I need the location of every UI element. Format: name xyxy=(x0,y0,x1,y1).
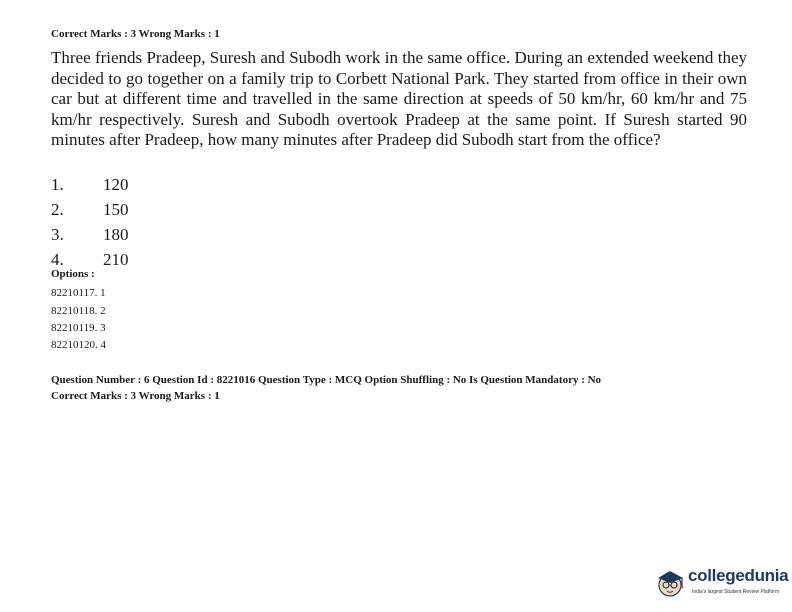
student-mascot-icon xyxy=(654,564,690,600)
question-meta: Question Number : 6 Question Id : 8221016 Question Type : MCQ Option Shuffling : No Is Question Mandatory : No xyxy=(51,374,602,386)
logo-name: collegedunia xyxy=(688,566,789,585)
choice-number: 4. xyxy=(51,250,64,269)
answer-choice xyxy=(51,174,129,196)
answer-choice xyxy=(51,199,129,221)
marks-line: Correct Marks : 3 Wrong Marks : 1 xyxy=(51,390,220,402)
collegedunia-logo xyxy=(654,562,789,604)
choice-number: 1. xyxy=(51,175,64,194)
choice-value: 180 xyxy=(103,225,129,244)
choice-number: 3. xyxy=(51,225,64,244)
option-id: 82210120. 4 xyxy=(51,339,106,351)
option-id: 82210118. 2 xyxy=(51,305,106,317)
answer-choice xyxy=(51,224,129,246)
choice-value: 150 xyxy=(103,200,129,219)
choice-value: 210 xyxy=(103,250,129,269)
choice-number: 2. xyxy=(51,200,64,219)
logo-tagline: India's largest Student Review Platform xyxy=(692,589,780,595)
question-text: Three friends Pradeep, Suresh and Subodh work in the same office. During an extended weekend they decided to go together on a family trip to Corbett National Park. They started from office in their own car but at different time and travelled in the same direction at speeds of 50 km/hr, 60 km/hr and 75 km/hr respectively. Suresh and Subodh overtook Pradeep at the same point. If Suresh started 90 minutes after Pradeep, how many minutes after Pradeep did Subodh start from the office? xyxy=(51,48,747,149)
choice-value: 120 xyxy=(103,175,129,194)
option-id: 82210119. 3 xyxy=(51,322,106,334)
marks-line: Correct Marks : 3 Wrong Marks : 1 xyxy=(51,28,220,40)
option-id: 82210117. 1 xyxy=(51,287,106,299)
options-heading: Options : xyxy=(51,268,95,280)
